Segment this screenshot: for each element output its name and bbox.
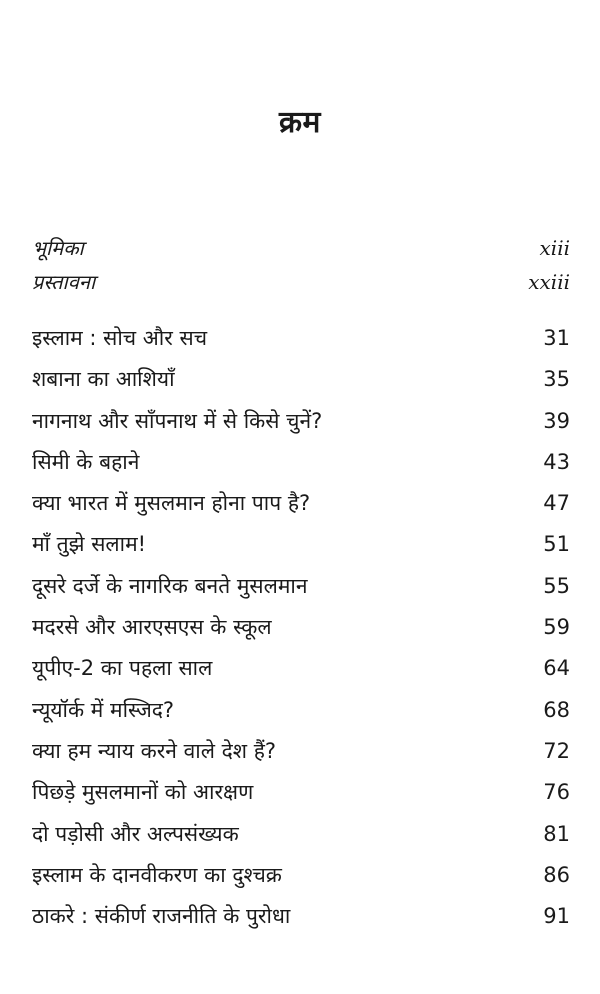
chapter-title: दो पड़ोसी और अल्पसंख्यक bbox=[32, 821, 239, 846]
chapter-page-number: 81 bbox=[543, 821, 570, 846]
chapter-title: क्या भारत में मुसलमान होना पाप है? bbox=[32, 491, 311, 516]
front-matter-item bbox=[32, 234, 570, 268]
chapter-page-number: 76 bbox=[543, 780, 570, 805]
chapter-title: इस्लाम के दानवीकरण का दुश्चक्र bbox=[32, 862, 282, 887]
chapter-page-number: 43 bbox=[543, 449, 570, 474]
front-matter-list bbox=[32, 234, 570, 302]
entry-title: भूमिका bbox=[32, 236, 84, 260]
chapter-title: यूपीए-2 का पहला साल bbox=[32, 656, 213, 681]
chapter-title: नागनाथ और साँपनाथ में से किसे चुनें? bbox=[32, 408, 323, 433]
chapter-page-number: 64 bbox=[543, 656, 570, 681]
chapter-page-number: 39 bbox=[543, 408, 570, 433]
chapter-page-number: 47 bbox=[543, 491, 570, 516]
chapter-page-number: 72 bbox=[543, 738, 570, 763]
chapter-title: सिमी के बहाने bbox=[32, 449, 140, 474]
chapter-entry bbox=[32, 820, 570, 861]
entry-page-number: xiii bbox=[539, 236, 570, 260]
chapter-page-number: 31 bbox=[543, 326, 570, 350]
chapter-entry bbox=[32, 696, 570, 737]
chapter-entry bbox=[32, 778, 570, 819]
chapter-title: दूसरे दर्जे के नागरिक बनते मुसलमान bbox=[32, 573, 308, 598]
chapter-entry bbox=[32, 407, 570, 448]
chapter-entry bbox=[32, 902, 570, 943]
chapter-entry bbox=[32, 613, 570, 654]
chapter-page-number: 91 bbox=[543, 904, 570, 929]
entry-title: प्रस्तावना bbox=[32, 270, 96, 294]
chapter-page-number: 59 bbox=[543, 615, 570, 640]
chapter-title: माँ तुझे सलाम! bbox=[32, 532, 147, 557]
chapter-entry bbox=[32, 530, 570, 571]
chapter-title: मदरसे और आरएसएस के स्कूल bbox=[32, 615, 272, 640]
chapter-title: क्या हम न्याय करने वाले देश हैं? bbox=[32, 738, 277, 763]
chapter-entry bbox=[32, 737, 570, 778]
chapter-entry bbox=[32, 572, 570, 613]
chapter-entry bbox=[32, 365, 570, 406]
chapter-page-number: 35 bbox=[543, 367, 570, 392]
page-title: क्रम bbox=[279, 105, 321, 140]
chapter-list bbox=[32, 324, 570, 943]
chapter-entry bbox=[32, 654, 570, 695]
chapter-page-number: 55 bbox=[543, 573, 570, 598]
chapter-page-number: 68 bbox=[543, 697, 570, 722]
chapter-entry bbox=[32, 448, 570, 489]
chapter-title: इस्लाम : सोच और सच bbox=[32, 326, 208, 350]
chapter-title: शबाना का आशियाँ bbox=[32, 367, 175, 392]
chapter-title: न्यूयॉर्क में मस्जिद? bbox=[32, 697, 175, 722]
chapter-page-number: 86 bbox=[543, 862, 570, 887]
chapter-entry bbox=[32, 489, 570, 530]
chapter-title: ठाकरे : संकीर्ण राजनीति के पुरोधा bbox=[32, 904, 291, 929]
chapter-page-number: 51 bbox=[543, 532, 570, 557]
front-matter-item bbox=[32, 268, 570, 302]
chapter-title: पिछड़े मुसलमानों को आरक्षण bbox=[32, 780, 254, 805]
entry-page-number: xxiii bbox=[528, 270, 570, 294]
chapter-entry bbox=[32, 324, 570, 365]
chapter-entry bbox=[32, 861, 570, 902]
